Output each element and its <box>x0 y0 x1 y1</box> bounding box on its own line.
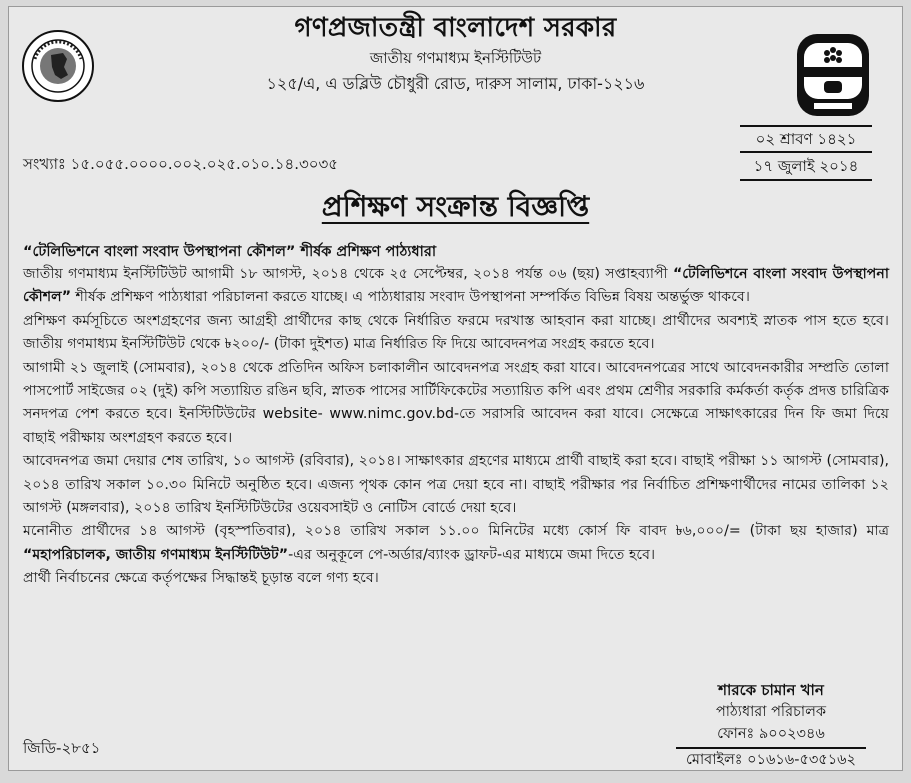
signatory-designation: পাঠ্যধারা পরিচালক <box>715 704 827 720</box>
gd-number: জিডি-২৮৫১ <box>23 739 101 757</box>
date-box <box>740 125 872 181</box>
paragraph-deadline: আবেদনপত্র জমা দেয়ার শেষ তারিখ, ১০ আগস্ট (রবিবার), ২০১৪। সাক্ষাৎকার গ্রহণের মাধ্যমে প্রার্থী বাছাই করা হবে। বাছাই পরীক্ষা ১১ আগস্ট (সোমবার), ২০১৪ তারিখ সকাল ১০.৩০ মিনিটে অনুষ্ঠিত হবে। এজন্য পৃথক কোন পত্র দেয়া হবে না। বাছাই পরীক্ষার পর নির্বাচিত প্রশিক্ষণার্থীদের নামের তালিকা ১২ আগস্ট (মঙ্গলবার), ২০১৪ তারিখ ইনস্টিটিউটের ওয়েবসাইট ও নোটিস বোর্ডে দেয়া হবে। <box>23 453 889 517</box>
notice-body <box>23 263 889 591</box>
institute-name: জাতীয় গণমাধ্যম ইনস্টিটিউট <box>369 49 542 67</box>
paragraph-fee: মনোনীত প্রার্থীদের ১৪ আগস্ট (বৃহস্পতিবার), ২০১৪ তারিখ সকাল ১১.০০ মিনিটের মধ্যে কোর্স ফি বাবদ ৳৬,০০০/= (টাকা ছয় হাজার) মাত্র “মহাপরিচালক, জাতীয় গণমাধ্যম ইনস্টিটিউট”-এর অনুকূলে পে-অর্ডার/ব্যাংক ড্রাফট-এর মাধ্যমে জমা দিতে হবে। <box>23 523 889 563</box>
paragraph-authority: প্রার্থী নির্বাচনের ক্ষেত্রে কর্তৃপক্ষের সিদ্ধান্তই চূড়ান্ত বলে গণ্য হবে। <box>23 570 379 587</box>
gregorian-date: ১৭ জুলাই ২০১৪ <box>740 153 872 181</box>
letterhead <box>9 11 902 97</box>
memo-number: সংখ্যাঃ ১৫.০৫৫.০০০০.০০২.০২৫.০১০.১৪.৩০৩৫ <box>23 155 338 173</box>
paragraph-eligibility: প্রশিক্ষণ কর্মসূচিতে অংশগ্রহণের জন্য আগ্রহী প্রার্থীদের কাছ থেকে নির্ধারিত ফরমে দরখাস্ত আহবান করা যাচ্ছে। প্রার্থীদের অবশ্যই স্নাতক পাস হতে হবে। জাতীয় গণমাধ্যম ইনস্টিটিউট থেকে ৳২০০/- (টাকা দুইশত) মাত্র নির্ধারিত ফি দিয়ে আবেদনপত্র সংগ্রহ করতে হবে। <box>23 312 889 353</box>
notice-title: প্রশিক্ষণ সংক্রান্ত বিজ্ঞপ্তি <box>321 190 590 223</box>
paragraph-application: আগামী ২১ জুলাই (সোমবার), ২০১৪ থেকে প্রতিদিন অফিস চলাকালীন আবেদনপত্র সংগ্রহ করা যাবে। আবেদনপত্রের সাথে আবেদনকারীর সম্প্রতি তোলা পাসপোর্ট সাইজের ০২ (দুই) কপি সত্যায়িত রঙিন ছবি, স্নাতক পাসের সার্টিফিকেটের সত্যায়িত কপি এবং প্রথম শ্রেণীর সরকারি কর্মকর্তা কর্তৃক প্রদত্ত চারিত্রিক সনদপত্র পেশ করতে হবে। ইনস্টিটিউটের website- www.nimc.gov.bd-তে সরাসরি আবেদন করা যাবে। সেক্ষেত্রে সাক্ষাৎকারের দিন ফি জমা দিয়ে বাছাই পরীক্ষায় অংশগ্রহণ করতে হবে। <box>23 359 889 446</box>
phone-number: ফোনঃ ৯০০২৩৪৬ <box>717 726 825 742</box>
course-subheading: “টেলিভিশনে বাংলা সংবাদ উপস্থাপনা কৌশল” শীর্ষক প্রশিক্ষণ পাঠ্যধারা <box>23 244 437 260</box>
institute-address: ১২৫/এ, এ ডব্লিউ চৌধুরী রোড, দারুস সালাম, ঢাকা-১২১৬ <box>266 74 645 93</box>
notice-page <box>8 6 903 771</box>
signatory-name: শারকে চামান খান <box>718 681 824 699</box>
signature-block <box>676 679 866 771</box>
government-name: গণপ্রজাতন্ত্রী বাংলাদেশ সরকার <box>294 13 617 43</box>
mobile-number: মোবাইলঃ ০১৬১৬-৫৩৫১৬২ <box>676 747 866 771</box>
paragraph-intro: জাতীয় গণমাধ্যম ইনস্টিটিউট আগামী ১৮ আগস্ট, ২০১৪ থেকে ২৫ সেপ্টেম্বর, ২০১৪ পর্যন্ত ০৬ (ছয়) সপ্তাহব্যাপী “টেলিভিশনে বাংলা সংবাদ উপস্থাপনা কৌশল” শীর্ষক প্রশিক্ষণ পাঠ্যধারা পরিচালনা করতে যাচ্ছে। এ পাঠ্যধারায় সংবাদ উপস্থাপনা সম্পর্কিত বিভিন্ন বিষয় অন্তর্ভুক্ত থাকবে। <box>23 266 889 306</box>
bengali-date: ০২ শ্রাবণ ১৪২১ <box>740 125 872 153</box>
